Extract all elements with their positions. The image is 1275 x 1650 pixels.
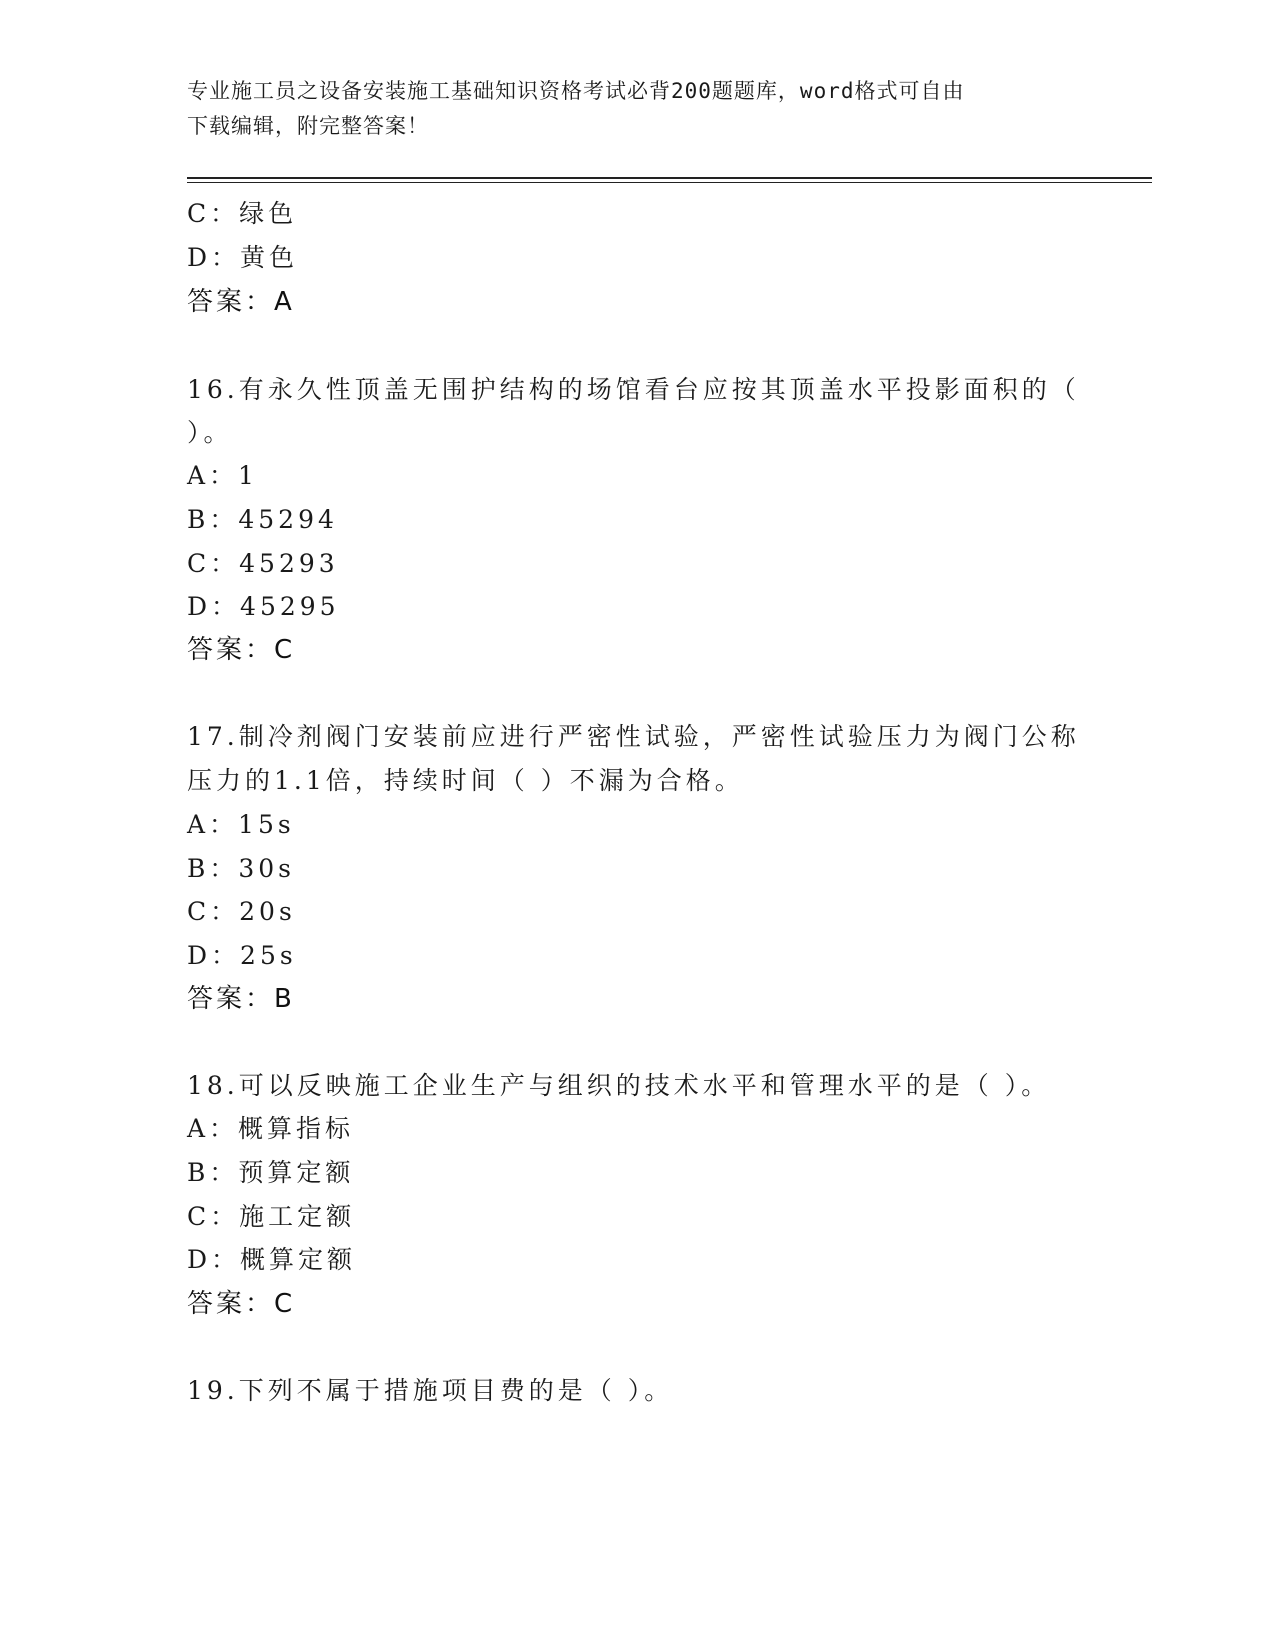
- header-divider-thick: [187, 177, 1152, 179]
- q17-option-a: A：15s: [187, 810, 295, 839]
- q16-answer: 答案：C: [187, 635, 296, 665]
- q18-option-c: C：施工定额: [187, 1202, 356, 1231]
- q15-answer: 答案：A: [187, 287, 295, 317]
- q16-option-c: C：45293: [187, 549, 339, 578]
- q17-option-d: D：25s: [187, 941, 297, 970]
- q18-option-b: B：预算定额: [187, 1158, 355, 1187]
- header-line-1: 专业施工员之设备安装施工基础知识资格考试必背200题题库，word格式可自由: [187, 79, 965, 103]
- q16-stem-line-2: ）。: [187, 418, 233, 447]
- q16-option-d: D：45295: [187, 592, 340, 621]
- q17-answer: 答案：B: [187, 984, 295, 1014]
- q16-stem-line-1: 16.有永久性顶盖无围护结构的场馆看台应按其顶盖水平投影面积的（: [187, 375, 1080, 404]
- q18-option-d: D：概算定额: [187, 1245, 357, 1274]
- header-divider-thin: [187, 182, 1152, 183]
- q18-answer: 答案：C: [187, 1289, 296, 1319]
- q18-stem-line-1: 18.可以反映施工企业生产与组织的技术水平和管理水平的是（ ）。: [187, 1071, 1051, 1100]
- q15-option-d: D：黄色: [187, 243, 299, 272]
- q19-stem-line-1: 19.下列不属于措施项目费的是（ ）。: [187, 1376, 674, 1405]
- q17-option-b: B：30s: [187, 854, 296, 883]
- q16-option-b: B：45294: [187, 505, 338, 534]
- header-line-2: 下载编辑，附完整答案！: [187, 114, 429, 138]
- q17-option-c: C：20s: [187, 897, 296, 926]
- q18-option-a: A：概算指标: [187, 1114, 355, 1143]
- q16-option-a: A：1: [187, 461, 258, 490]
- q17-stem-line-1: 17.制冷剂阀门安装前应进行严密性试验，严密性试验压力为阀门公称: [187, 722, 1080, 751]
- page-header: [187, 74, 1067, 144]
- q17-stem-line-2: 压力的1.1倍，持续时间（ ）不漏为合格。: [187, 766, 744, 795]
- q15-option-c: C：绿色: [187, 199, 298, 228]
